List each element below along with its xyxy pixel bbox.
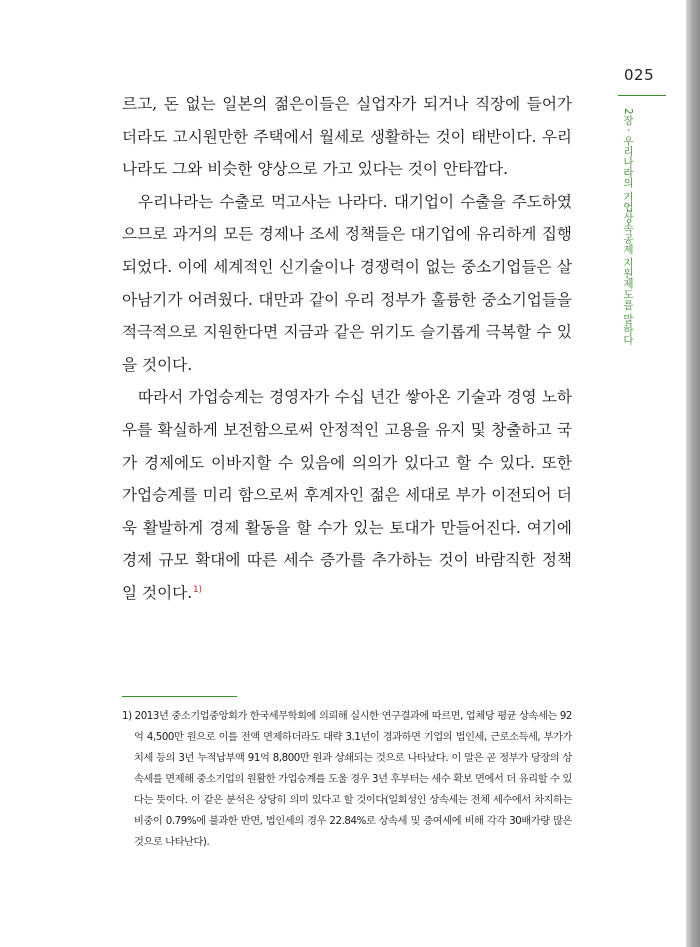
header-rule <box>618 95 666 96</box>
running-head: 2장 · 우리나라의 기업상속공제 지원제도를 말하다 <box>622 108 634 345</box>
paragraph-3 <box>122 381 572 609</box>
footnote-rule <box>122 696 237 697</box>
paragraph-1: 르고, 돈 없는 일본의 젊은이들은 실업자가 되거나 직장에 들어가더라도 고시원만한 주택에서 월세로 생활하는 것이 태반이다. 우리나라도 그와 비슷한 양상으로 가고 있다는 것이 안타깝다. <box>122 95 572 179</box>
body-text <box>122 88 572 610</box>
page-number: 025 <box>624 66 655 84</box>
footnote-reference[interactable]: 1) <box>193 584 202 595</box>
paragraph-2: 우리나라는 수출로 먹고사는 나라다. 대기업이 수출을 주도하였으므로 과거의 모든 경제나 조세 정책들은 대기업에 유리하게 집행되었다. 이에 세계적인 신기술이나 경쟁력이 없는 중소기업들은 살아남기가 어려웠다. 대만과 같이 우리 정부가 훌륭한 중소기업들을 적극적으로 지원한다면 지금과 같은 위기도 슬기롭게 극복할 수 있을 것이다. <box>122 192 572 374</box>
footnote: 1) 2013년 중소기업중앙회가 한국세무학회에 의뢰해 실시한 연구결과에 따르면, 업체당 평균 상속세는 92억 4,500만 원으로 이를 전액 면제하더라도 대략 3.1년이 경과하면 기업의 법인세, 근로소득세, 부가가치세 등의 3년 누적납부액 91억 8,800만 원과 상쇄되는 것으로 나타났다. 이 말은 곧 정부가 당장의 상속세를 면제해 중소기업의 원활한 가업승계를 도울 경우 3년 후부터는 세수 확보 면에서 더 유리할 수 있다는 뜻이다. 이 같은 분석은 상당히 의미 있다고 할 것이다(일회성인 상속세는 전체 세수에서 차지하는 비중이 0.79%에 불과한 반면, 법인세의 경우 22.84%로 상속세 및 증여세에 비해 각각 30배가량 많은 것으로 나타난다). <box>122 711 572 848</box>
page-edge <box>686 0 700 947</box>
paragraph-3-text: 따라서 가업승계는 경영자가 수십 년간 쌓아온 기술과 경영 노하우를 확실하게 보전함으로써 안정적인 고용을 유지 및 창출하고 국가 경제에도 이바지할 수 있음에 의의가 있다고 할 수 있다. 또한 가업승계를 미리 함으로써 후계자인 젊은 세대로 부가 이전되어 더욱 활발하게 경제 활동을 할 수가 있는 토대가 만들어진다. 여기에 경제 규모 확대에 따른 세수 증가를 추가하는 것이 바람직한 정책일 것이다. <box>122 388 572 602</box>
